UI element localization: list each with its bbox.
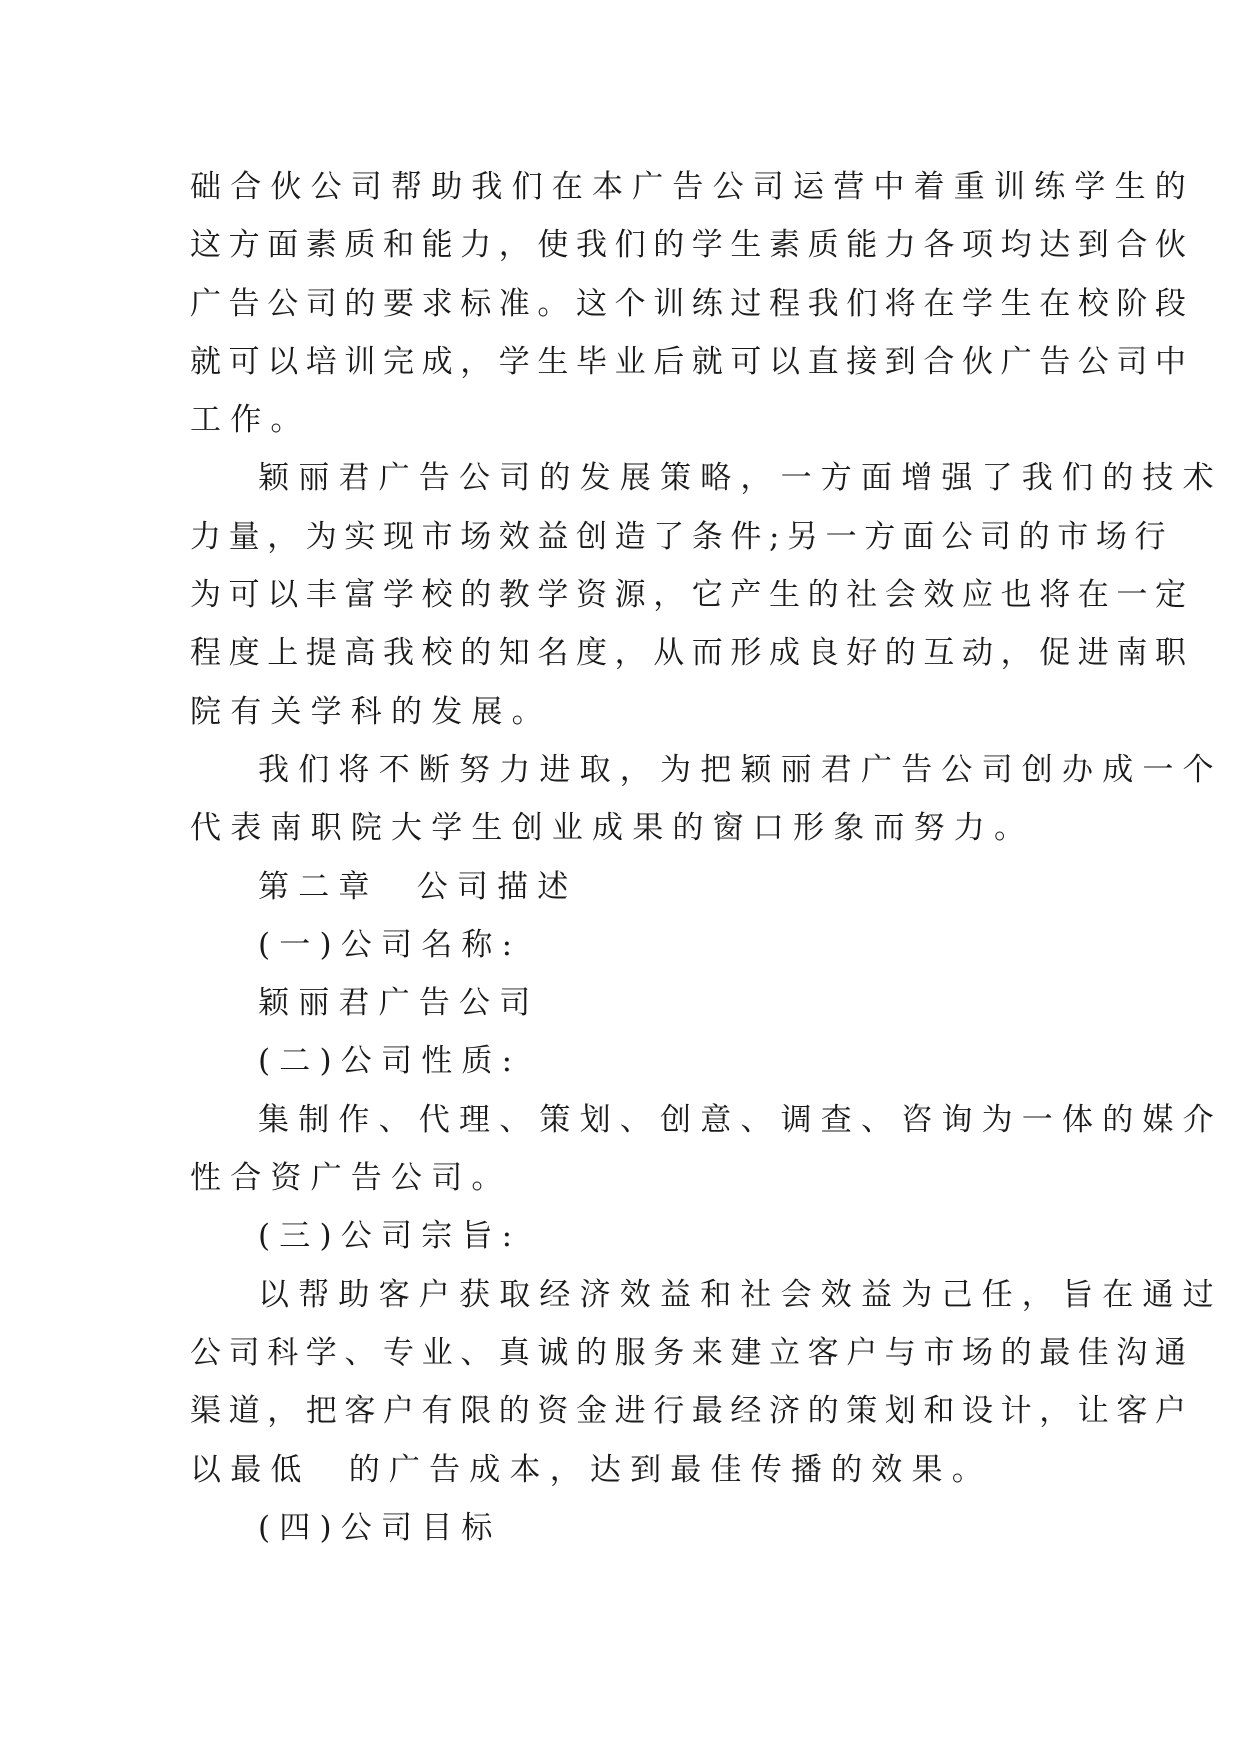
- text-line: 广告公司的要求标准。这个训练过程我们将在学生在校阶段: [190, 285, 1194, 322]
- text-line: 为可以丰富学校的教学资源，它产生的社会效应也将在一定: [190, 577, 1194, 614]
- text-line: 颖丽君广告公司的发展策略，一方面增强了我们的技术: [258, 460, 1223, 497]
- subsection-heading: (三)公司宗旨:: [258, 1218, 522, 1255]
- text-line: 础合伙公司帮助我们在本广告公司运营中着重训练学生的: [190, 169, 1195, 205]
- text-line: 院有关学科的发展。: [190, 693, 552, 730]
- text-line: 渠道，把客户有限的资金进行最经济的策划和设计，让客户: [190, 1393, 1194, 1430]
- subsection-heading: (一)公司名称:: [258, 926, 522, 963]
- text-line: 程度上提高我校的知名度，从而形成良好的互动，促进南职: [190, 635, 1194, 672]
- text-line: 工作。: [190, 402, 311, 439]
- text-line: 以帮助客户获取经济效益和社会效益为己任，旨在通过: [258, 1276, 1223, 1313]
- subsection-heading: (二)公司性质:: [258, 1043, 522, 1080]
- text-line: 以最低 的广告成本，达到最佳传播的效果。: [190, 1451, 992, 1488]
- text-line: 集制作、代理、策划、创意、调查、咨询为一体的媒介: [258, 1101, 1223, 1138]
- text-line: 公司科学、专业、真诚的服务来建立客户与市场的最佳沟通: [190, 1334, 1194, 1371]
- text-line: 性合资广告公司。: [190, 1160, 512, 1197]
- text-line: 颖丽君广告公司: [258, 985, 540, 1022]
- document-page: [190, 158, 1223, 1557]
- subsection-heading: (四)公司目标: [258, 1509, 502, 1546]
- section-heading: 第二章 公司描述: [258, 868, 578, 905]
- text-line: 就可以培训完成，学生毕业后就可以直接到合伙广告公司中: [190, 343, 1194, 380]
- text-line: 力量，为实现市场效益创造了条件;另一方面公司的市场行: [190, 518, 1174, 555]
- text-line: 这方面素质和能力，使我们的学生素质能力各项均达到合伙: [190, 227, 1194, 264]
- text-line: 代表南职院大学生创业成果的窗口形象而努力。: [190, 810, 1035, 847]
- text-line: 我们将不断努力进取，为把颖丽君广告公司创办成一个: [258, 751, 1223, 788]
